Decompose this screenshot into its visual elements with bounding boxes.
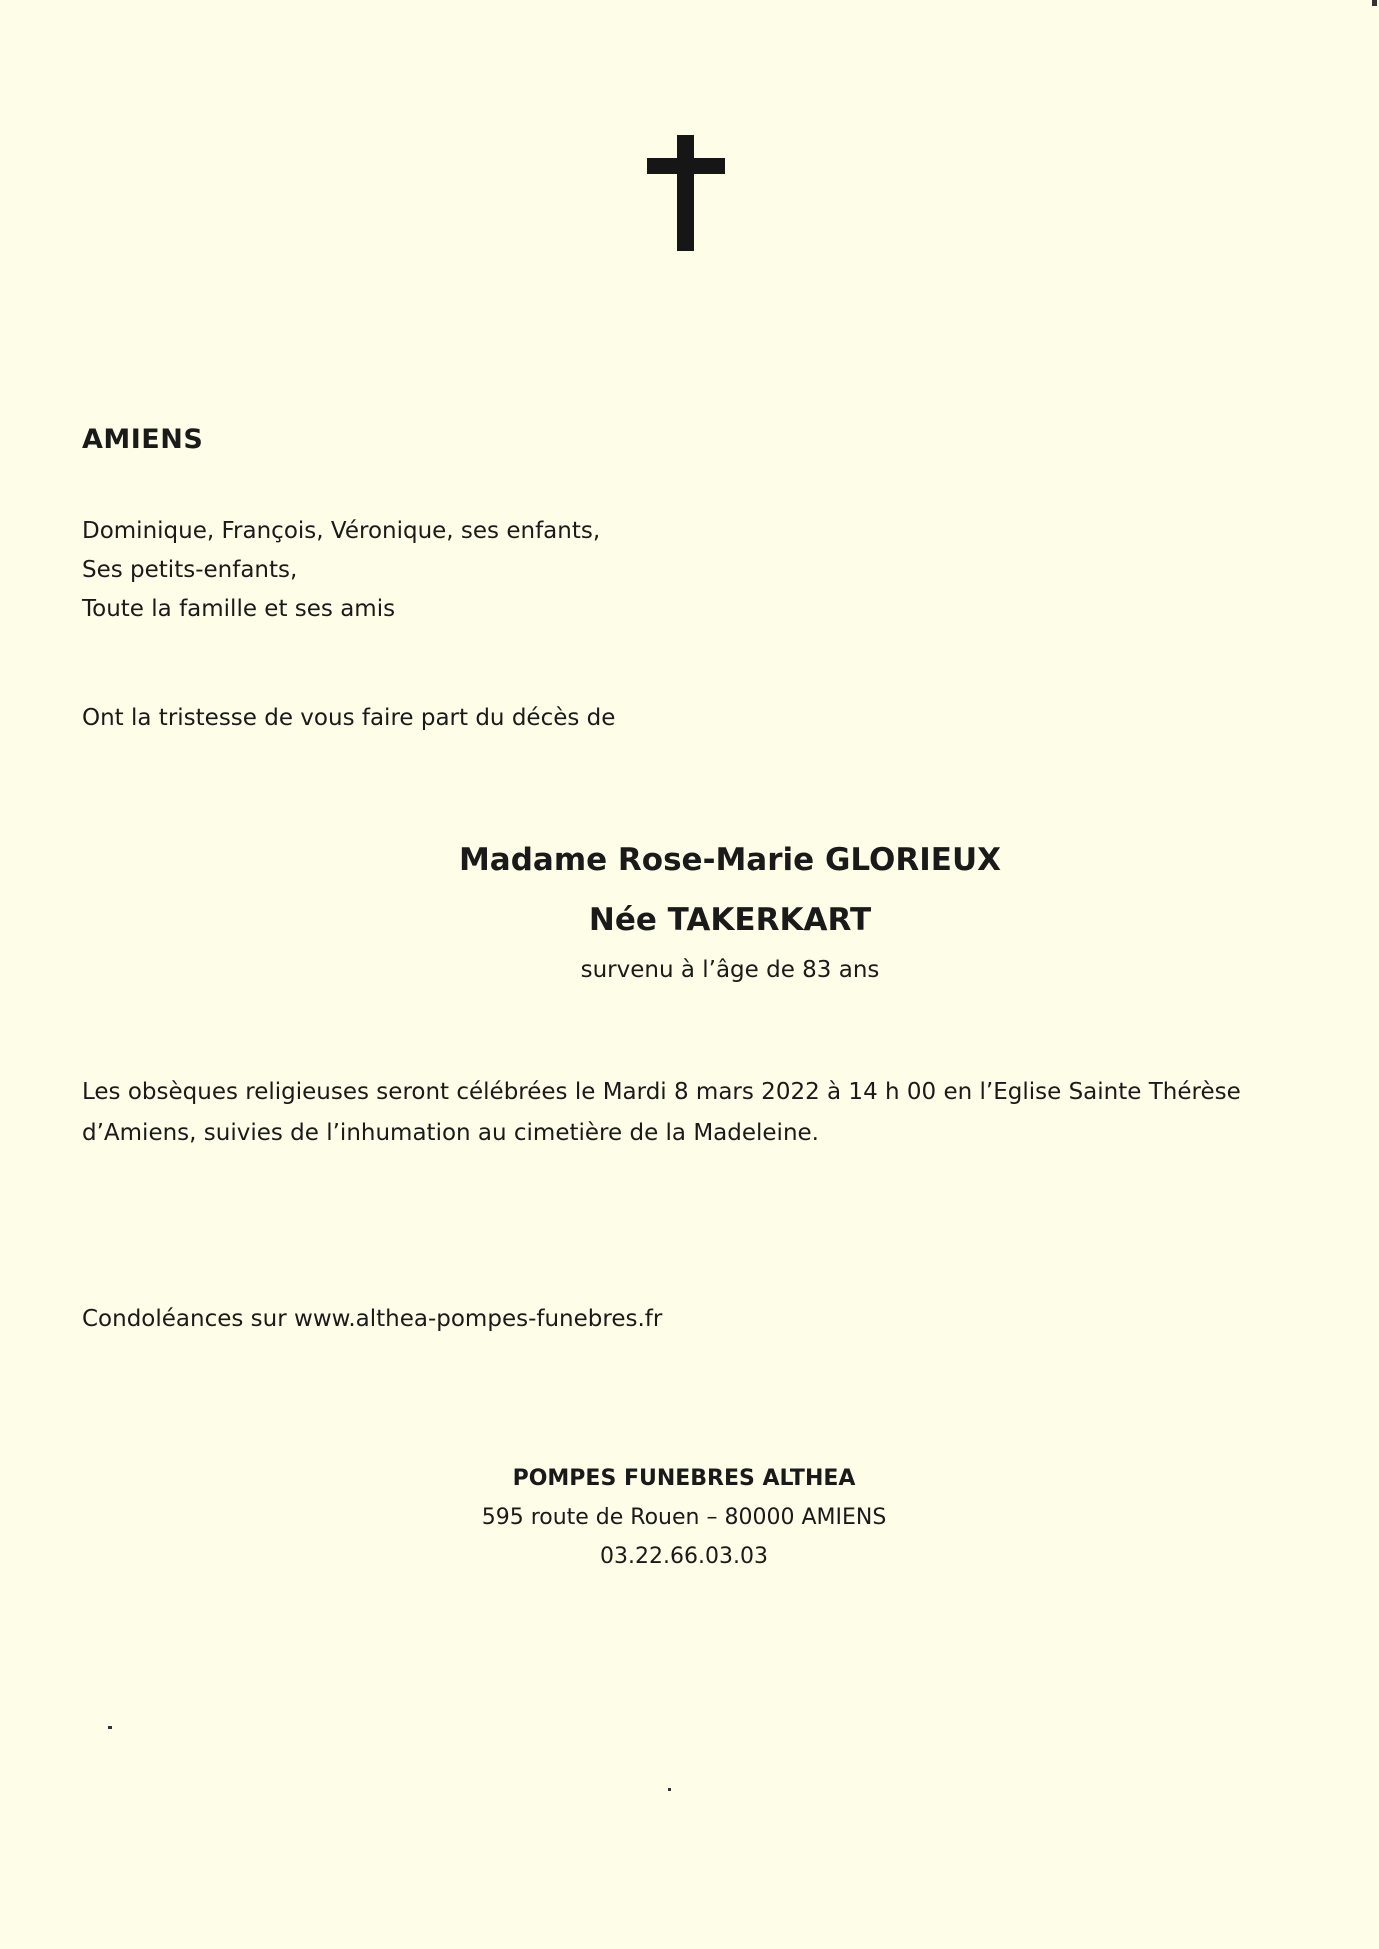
funeral-line: Les obsèques religieuses seront célébrées le Mardi 8 mars 2022 à 14 h 00 en l’Eglise Sainte Thérèse	[82, 1079, 1241, 1105]
family-line: Ses petits-enfants,	[82, 557, 298, 583]
announcement-text: Ont la tristesse de vous faire part du décès de	[82, 705, 616, 731]
condolences-text: Condoléances sur www.althea-pompes-funebres.fr	[82, 1306, 663, 1332]
scan-speck	[108, 1726, 112, 1729]
family-line: Dominique, François, Véronique, ses enfants,	[82, 518, 601, 544]
deceased-maiden-name: Née TAKERKART	[588, 902, 872, 938]
company-name: POMPES FUNEBRES ALTHEA	[512, 1466, 856, 1491]
deceased-age: survenu à l’âge de 83 ans	[580, 957, 880, 983]
funeral-line: d’Amiens, suivies de l’inhumation au cimetière de la Madeleine.	[82, 1120, 819, 1146]
deceased-name: Madame Rose-Marie GLORIEUX	[458, 842, 1002, 878]
funeral-details	[82, 1072, 1241, 1154]
company-address: 595 route de Rouen – 80000 AMIENS	[481, 1505, 887, 1530]
city-heading: AMIENS	[82, 424, 204, 455]
family-line: Toute la famille et ses amis	[82, 596, 396, 622]
family-list	[82, 512, 600, 629]
scan-speck	[668, 1788, 671, 1791]
cross-vertical-bar	[677, 135, 694, 251]
company-phone: 03.22.66.03.03	[600, 1544, 768, 1569]
cross-horizontal-bar	[647, 158, 725, 174]
cross-icon	[647, 135, 725, 251]
scan-speck	[1372, 0, 1377, 6]
